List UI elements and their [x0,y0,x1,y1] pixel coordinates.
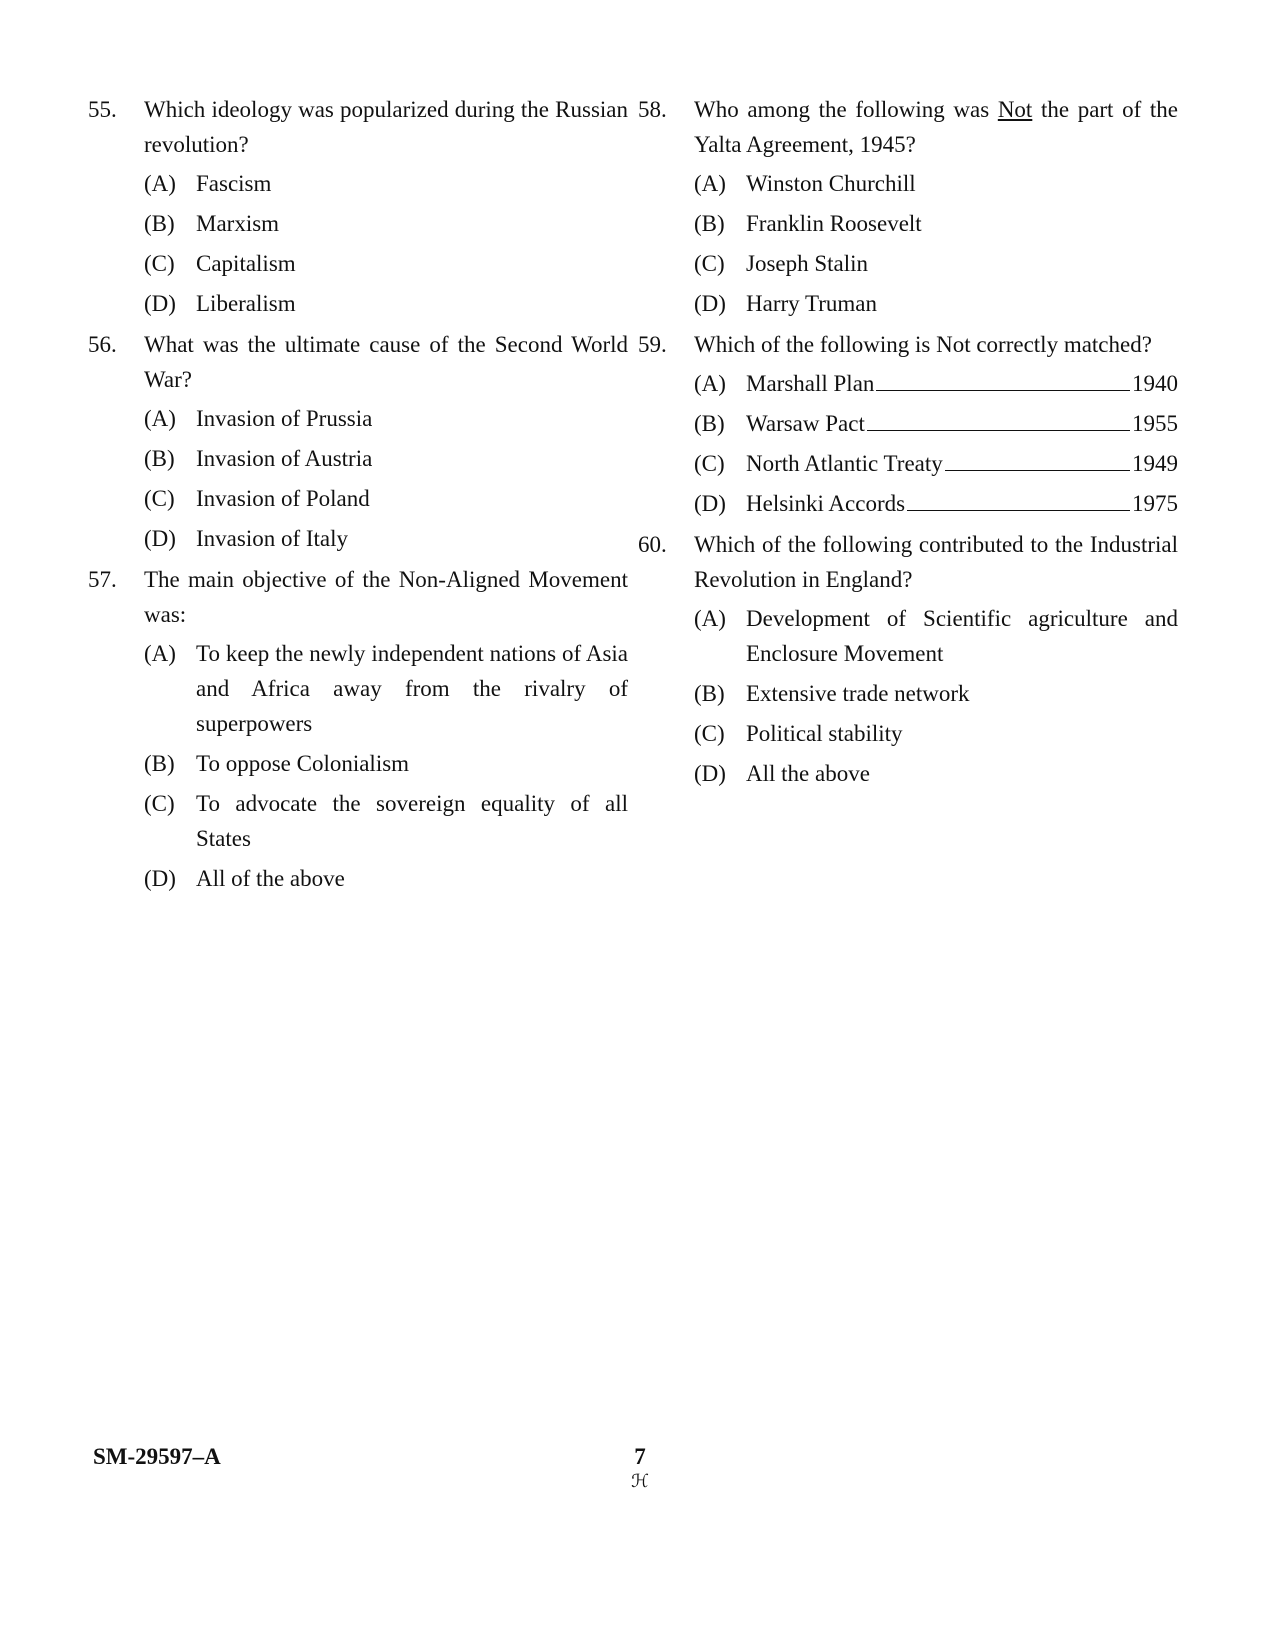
option-label: (D) [694,761,726,786]
question-number: 56. [88,332,117,357]
option-text: To oppose Colonialism [196,751,410,776]
options-list [694,366,1178,521]
option-label: (B) [144,211,175,236]
question-text: What was the ultimate cause of the Second World War? [144,332,628,392]
fill-line [907,492,1130,511]
option-d [694,286,1178,321]
option-label: (C) [144,486,175,511]
match-row [746,486,1178,521]
option-a [694,166,1178,201]
option-b [144,206,628,241]
option-d [144,521,628,556]
option-text: Invasion of Poland [196,486,370,511]
option-label: (A) [694,371,726,396]
question-text: The main objective of the Non-Aligned Movement was: [144,567,628,627]
option-label: (C) [144,251,175,276]
question-60 [638,527,1178,791]
option-b [144,441,628,476]
option-text: Invasion of Prussia [196,406,373,431]
option-b [694,406,1178,441]
option-text: Joseph Stalin [746,251,869,276]
option-label: (C) [694,451,725,476]
page-mark: ℋ [631,1471,649,1491]
option-a [144,636,628,741]
option-c [694,246,1178,281]
question-number: 60. [638,532,667,557]
paper-code: SM-29597–A [93,1444,221,1469]
fill-line [945,452,1130,471]
option-label: (B) [144,751,175,776]
option-a [144,166,628,201]
question-number: 59. [638,332,667,357]
match-year: 1955 [1132,411,1178,436]
option-c [694,716,1178,751]
option-label: (D) [144,291,176,316]
option-text: Liberalism [196,291,296,316]
option-label: (D) [694,291,726,316]
left-column [88,92,628,902]
match-item: Warsaw Pact [746,411,865,436]
option-text: Harry Truman [746,291,877,316]
question-text [694,92,1178,162]
options-list [144,166,628,321]
match-item: Marshall Plan [746,371,875,396]
option-text: Extensive trade network [746,681,970,706]
options-list [694,166,1178,321]
option-label: (A) [144,171,176,196]
match-row [746,366,1178,401]
option-text: All of the above [196,866,345,891]
fill-line [876,372,1130,391]
match-row [746,446,1178,481]
question-number: 55. [88,97,117,122]
option-label: (C) [144,791,175,816]
option-b [694,676,1178,711]
option-text: Capitalism [196,251,296,276]
question-56 [88,327,628,556]
option-label: (A) [144,641,176,666]
match-year: 1940 [1132,371,1178,396]
right-column [638,92,1178,797]
option-d [144,861,628,896]
option-a [694,366,1178,401]
option-c [144,786,628,856]
question-number: 58. [638,97,667,122]
question-text: Which of the following is Not correctly matched? [694,332,1152,357]
option-a [694,601,1178,671]
page-number: 7 [634,1444,646,1469]
option-b [694,206,1178,241]
question-57 [88,562,628,896]
question-text: Which ideology was popularized during the Russian revolution? [144,97,628,157]
option-c [144,246,628,281]
option-text: Invasion of Austria [196,446,373,471]
option-text: Invasion of Italy [196,526,349,551]
option-d [694,756,1178,791]
option-label: (A) [694,606,726,631]
question-text: Which of the following contributed to the Industrial Revolution in England? [694,532,1178,592]
option-text: Development of Scientific agriculture and Enclosure Movement [746,606,1178,666]
option-text: Franklin Roosevelt [746,211,922,236]
match-year: 1975 [1132,491,1178,516]
option-d [144,286,628,321]
option-text: To keep the newly independent nations of Asia and Africa away from the rivalry of superpowers [196,641,628,736]
option-label: (B) [694,411,725,436]
option-label: (C) [694,251,725,276]
question-text-after: the part of the Yalta Agreement, 1945? [694,97,1178,157]
option-text: All the above [746,761,870,786]
match-item: North Atlantic Treaty [746,451,943,476]
option-label: (D) [144,866,176,891]
option-label: (B) [694,681,725,706]
option-d [694,486,1178,521]
options-list [144,636,628,896]
option-b [144,746,628,781]
question-number: 57. [88,567,117,592]
option-text: Fascism [196,171,272,196]
option-c [144,481,628,516]
option-label: (B) [694,211,725,236]
option-text: Marxism [196,211,280,236]
question-58 [638,92,1178,321]
question-59 [638,327,1178,521]
option-text: Political stability [746,721,903,746]
fill-line [867,412,1130,431]
option-label: (A) [144,406,176,431]
match-item: Helsinki Accords [746,491,906,516]
options-list [694,601,1178,791]
question-55 [88,92,628,321]
option-label: (D) [144,526,176,551]
option-c [694,446,1178,481]
option-a [144,401,628,436]
option-label: (D) [694,491,726,516]
option-text: Winston Churchill [746,171,916,196]
match-row [746,406,1178,441]
option-label: (B) [144,446,175,471]
emphasized-word: Not [997,97,1033,122]
option-text: To advocate the sovereign equality of all States [196,791,628,851]
option-label: (C) [694,721,725,746]
question-text-before: Who among the following was [694,97,998,122]
option-label: (A) [694,171,726,196]
options-list [144,401,628,556]
match-year: 1949 [1132,451,1178,476]
